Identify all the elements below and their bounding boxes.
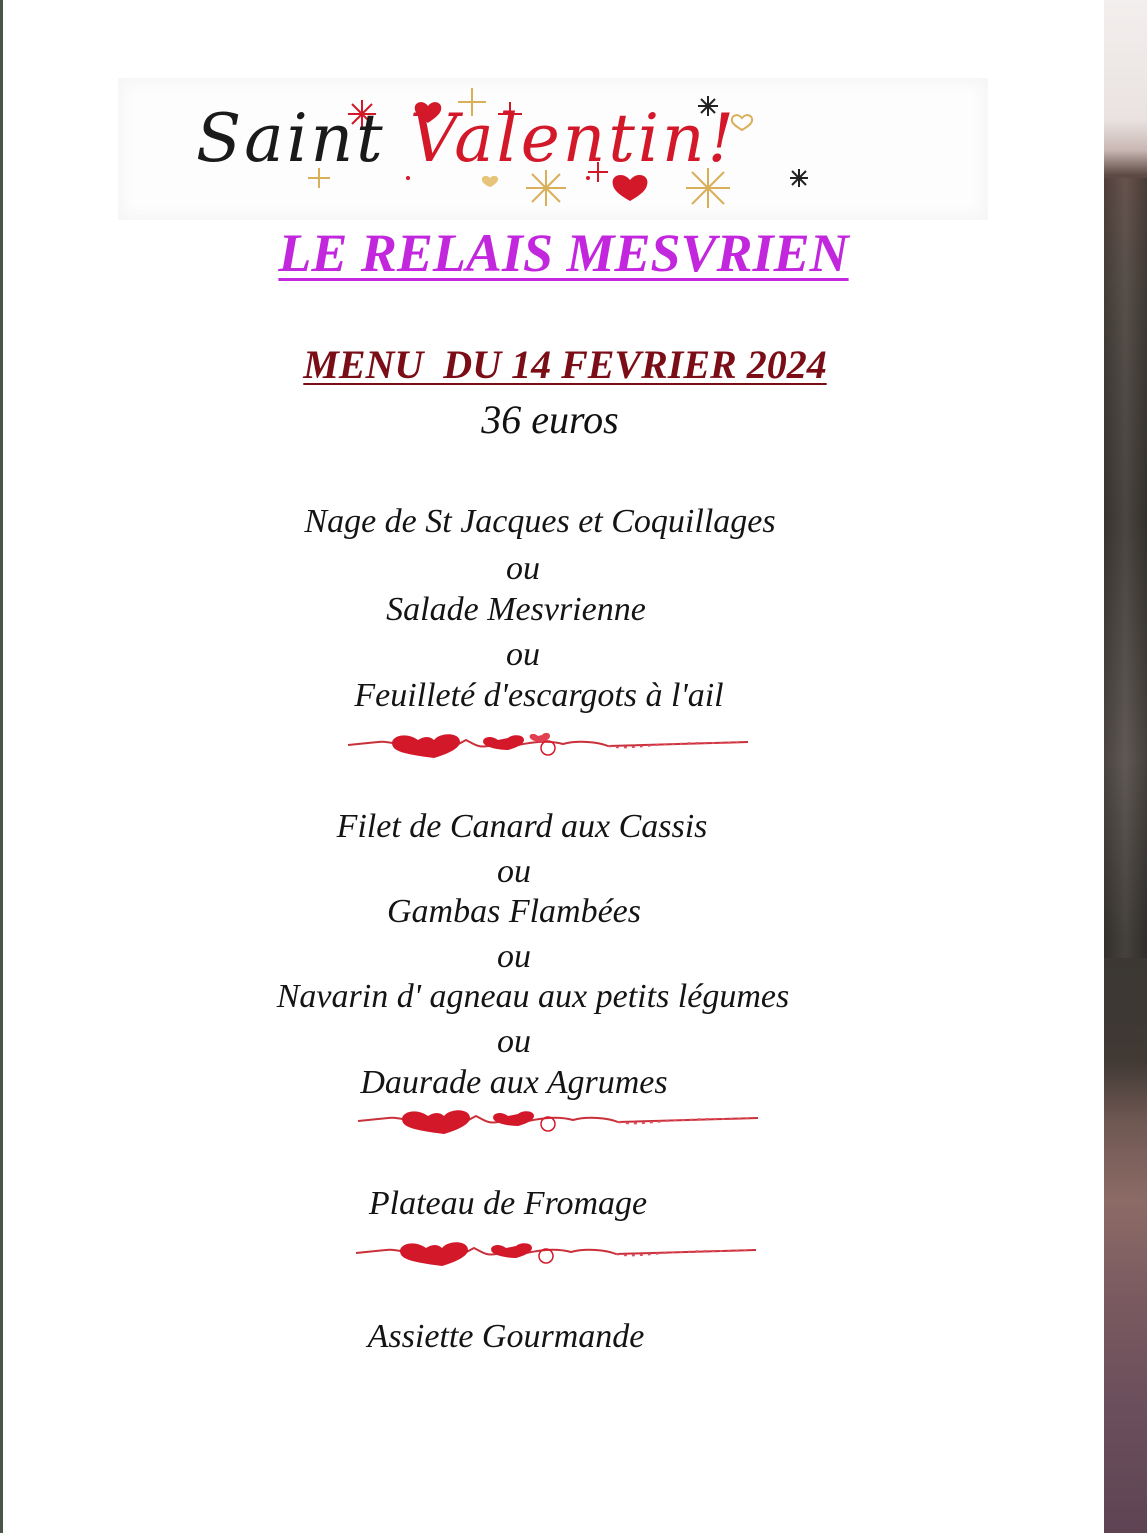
saint-valentin-banner [118, 78, 988, 220]
or-separator: ou [497, 853, 531, 890]
heart-divider-icon [358, 1106, 758, 1140]
plat-item-1: Filet de Canard aux Cassis [336, 808, 708, 845]
banner-word-saint: Saint [196, 100, 410, 177]
plat-item-3: Navarin d' agneau aux petits légumes [276, 978, 790, 1015]
banner-word-valentin: Valentin! [409, 100, 737, 177]
menu-price: 36 euros [481, 397, 619, 442]
menu-title: MENU DU 14 FEVRIER 2024 [303, 342, 827, 387]
heart-divider-icon [356, 1238, 756, 1272]
or-separator: ou [506, 550, 540, 587]
dessert-item: Assiette Gourmande [367, 1318, 645, 1355]
banner-title [196, 100, 956, 200]
restaurant-name: LE RELAIS MESVRIEN [278, 223, 849, 283]
plat-item-2: Gambas Flambées [386, 893, 642, 930]
or-separator: ou [506, 636, 540, 673]
or-separator: ou [497, 938, 531, 975]
or-separator: ou [497, 1023, 531, 1060]
entree-item-1: Nage de St Jacques et Coquillages [304, 503, 776, 540]
entree-item-2: Salade Mesvrienne [386, 591, 646, 628]
heart-divider-icon [348, 730, 748, 764]
plat-item-4: Daurade aux Agrumes [360, 1064, 668, 1101]
fromage-item: Plateau de Fromage [368, 1185, 648, 1222]
entree-item-3: Feuilleté d'escargots à l'ail [354, 677, 724, 714]
